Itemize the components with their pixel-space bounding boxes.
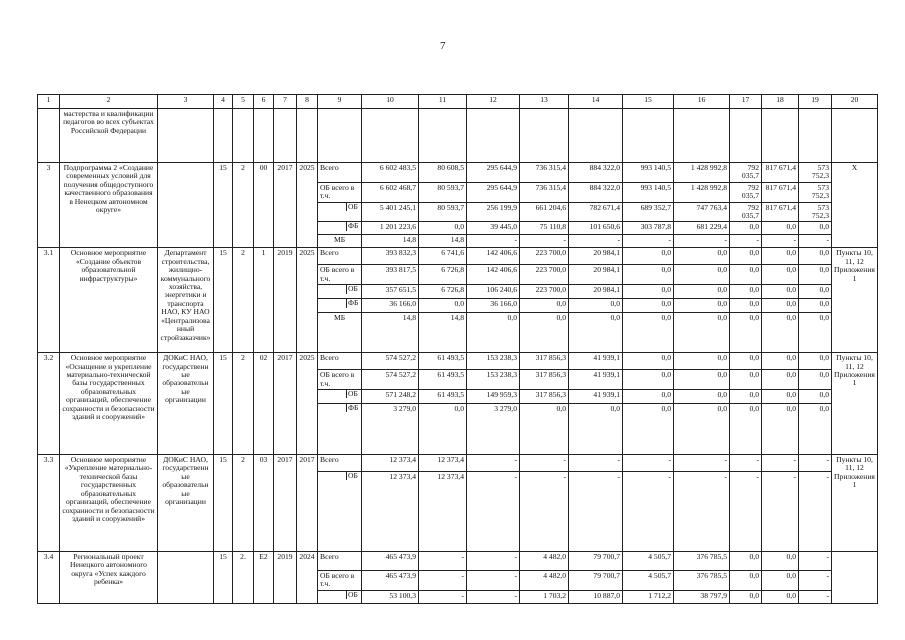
- cell-value: -: [674, 472, 730, 552]
- cell-value: 792 035,7: [730, 182, 762, 202]
- header-cell: 1: [38, 95, 60, 109]
- cell-value: 0,0: [762, 248, 799, 265]
- cell-value: 14,8: [419, 313, 467, 353]
- header-cell: 7: [274, 95, 297, 109]
- cell-value: 736 315,4: [520, 182, 569, 202]
- cell-value: 223 700,0: [520, 285, 569, 299]
- cell-value: -: [762, 235, 799, 248]
- budget-table: [37, 94, 878, 604]
- cell-source: Всего: [318, 248, 362, 265]
- cell-value: 393 832,3: [362, 248, 419, 265]
- cell-name: мастерства и квалификации педагогов во всех субъектах Российской Федерации: [60, 109, 158, 163]
- cell-value: 303 787,8: [623, 222, 674, 235]
- cell-value: 0,0: [762, 222, 799, 235]
- header-cell: 4: [214, 95, 233, 109]
- table-row: [38, 109, 878, 163]
- cell-value: 0,0: [730, 571, 762, 591]
- cell-value: -: [799, 571, 832, 591]
- cell-code: 2.: [233, 552, 254, 604]
- cell-value: 573 752,3: [799, 163, 832, 183]
- cell-code: 2017: [274, 455, 297, 552]
- cell-value: 6 602 468,7: [362, 182, 419, 202]
- cell-value: -: [799, 235, 832, 248]
- cell-value: -: [419, 590, 467, 603]
- cell-value: 1 712,2: [623, 590, 674, 603]
- cell-value: 0,0: [730, 299, 762, 313]
- cell-executor: [158, 163, 214, 248]
- cell-name: Основное мероприятие «Оснащение и укрепление материально-технической базы государственных образовательных организаций, обеспечение сохранности и безопасности зданий и сооружений»: [60, 353, 158, 455]
- cell-value: 0,0: [730, 285, 762, 299]
- cell-code: 15: [214, 248, 233, 353]
- cell-value: 5 401 245,1: [362, 202, 419, 222]
- cell-value: 0,0: [799, 313, 832, 353]
- cell-value: 295 644,9: [467, 182, 520, 202]
- cell-value: 12 373,4: [362, 472, 419, 552]
- cell-code: 00: [254, 163, 274, 248]
- cell-value: 79 700,7: [569, 571, 623, 591]
- cell-value: 993 140,5: [623, 163, 674, 183]
- cell-value: 0,0: [520, 404, 569, 455]
- cell-value: 39 445,0: [467, 222, 520, 235]
- cell-value: 61 493,5: [419, 370, 467, 390]
- cell-value: 792 035,7: [730, 202, 762, 222]
- header-cell: 16: [674, 95, 730, 109]
- cell-value: -: [467, 472, 520, 552]
- cell-source: ОБ: [318, 590, 362, 603]
- cell-code: 15: [214, 353, 233, 455]
- cell-value: 376 785,5: [674, 552, 730, 571]
- cell-value: 0,0: [799, 222, 832, 235]
- cell-source: Всего: [318, 353, 362, 370]
- cell-source: ОБ: [318, 202, 362, 222]
- cell-value: 75 110,8: [520, 222, 569, 235]
- cell-source: ОБ: [318, 472, 362, 552]
- cell-value: 0,0: [799, 353, 832, 370]
- cell-value: -: [730, 472, 762, 552]
- header-cell: 14: [569, 95, 623, 109]
- cell-number: 3: [38, 163, 60, 248]
- cell-value: 12 373,4: [419, 455, 467, 472]
- cell-value: 4 482,0: [520, 552, 569, 571]
- cell-source: ОБ всего в т.ч.: [318, 571, 362, 591]
- cell-value: -: [623, 472, 674, 552]
- cell-value: 0,0: [799, 265, 832, 285]
- cell-value: -: [623, 235, 674, 248]
- cell-value: 0,0: [730, 552, 762, 571]
- cell-value: 0,0: [623, 370, 674, 390]
- cell-value: 256 199,9: [467, 202, 520, 222]
- table-row: [38, 353, 878, 370]
- header-cell: 3: [158, 95, 214, 109]
- cell-value: 1 428 992,8: [674, 163, 730, 183]
- cell-code: 2: [233, 353, 254, 455]
- header-cell: 19: [799, 95, 832, 109]
- header-cell: 20: [832, 95, 878, 109]
- cell-code: 1: [254, 248, 274, 353]
- cell-value: 0,0: [623, 299, 674, 313]
- cell-value: -: [520, 455, 569, 472]
- cell-value: 80 593,7: [419, 182, 467, 202]
- cell-value: 0,0: [623, 313, 674, 353]
- cell-name: Подпрограмма 2 «Создание современных условий для получения общедоступного качественного образования в Ненецком автономном округе»: [60, 163, 158, 248]
- header-cell: 9: [318, 95, 362, 109]
- cell-value: 6 602 483,5: [362, 163, 419, 183]
- cell-value: -: [623, 455, 674, 472]
- cell-value: 817 671,4: [762, 163, 799, 183]
- cell-value: 0,0: [730, 353, 762, 370]
- cell-value: 0,0: [762, 390, 799, 404]
- cell-value: 0,0: [674, 285, 730, 299]
- cell-value: 0,0: [730, 222, 762, 235]
- cell-value: 782 671,4: [569, 202, 623, 222]
- cell-value: 0,0: [730, 370, 762, 390]
- cell-code: E2: [254, 552, 274, 604]
- cell-value: 317 856,3: [520, 390, 569, 404]
- cell-value: 573 752,3: [799, 202, 832, 222]
- cell-code: 2019: [274, 552, 297, 604]
- cell-value: 0,0: [419, 222, 467, 235]
- cell-value: 223 700,0: [520, 248, 569, 265]
- cell-value: 142 406,6: [467, 248, 520, 265]
- cell-value: 0,0: [569, 299, 623, 313]
- cell-value: 0,0: [674, 404, 730, 455]
- cell-value: 106 240,6: [467, 285, 520, 299]
- cell-value: -: [467, 571, 520, 591]
- cell-value: 0,0: [623, 404, 674, 455]
- cell-value: 0,0: [569, 404, 623, 455]
- cell-value: 993 140,5: [623, 182, 674, 202]
- cell-executor: ДОКиС НАО, государственные образовательные организации: [158, 353, 214, 455]
- cell-value: 574 527,2: [362, 353, 419, 370]
- header-cell: 2: [60, 95, 158, 109]
- cell-value: 53 100,3: [362, 590, 419, 603]
- cell-value: 0,0: [467, 313, 520, 353]
- cell-value: 61 493,5: [419, 390, 467, 404]
- cell-value: 0,0: [730, 590, 762, 603]
- cell-value: 0,0: [623, 248, 674, 265]
- cell-value: 0,0: [762, 299, 799, 313]
- cell-value: 4 505,7: [623, 552, 674, 571]
- cell-value: 573 752,3: [799, 182, 832, 202]
- cell-source: Всего: [318, 455, 362, 472]
- cell-reference: Пункты 10, 11, 12 Приложения 1: [832, 353, 878, 455]
- cell-number: 3.4: [38, 552, 60, 604]
- cell-value: 0,0: [799, 285, 832, 299]
- cell-value: 20 984,1: [569, 265, 623, 285]
- cell-value: 661 204,6: [520, 202, 569, 222]
- cell-value: 36 166,0: [467, 299, 520, 313]
- cell-value: 0,0: [623, 390, 674, 404]
- cell-value: -: [762, 455, 799, 472]
- cell-value: 884 322,0: [569, 182, 623, 202]
- cell-value: 681 229,4: [674, 222, 730, 235]
- cell-reference: X: [832, 163, 878, 248]
- cell-value: 0,0: [762, 353, 799, 370]
- cell-value: 0,0: [762, 571, 799, 591]
- cell-value: 393 817,5: [362, 265, 419, 285]
- cell-value: 0,0: [674, 313, 730, 353]
- cell-value: 41 939,1: [569, 370, 623, 390]
- cell-value: 0,0: [730, 390, 762, 404]
- cell-value: 6 726,8: [419, 265, 467, 285]
- cell-source: Всего: [318, 552, 362, 571]
- cell-value: 465 473,9: [362, 571, 419, 591]
- cell-value: 38 797,9: [674, 590, 730, 603]
- cell-code: 2024: [297, 552, 318, 604]
- cell-value: 0,0: [730, 265, 762, 285]
- cell-code: 2025: [297, 163, 318, 248]
- cell-value: 574 527,2: [362, 370, 419, 390]
- header-cell: 17: [730, 95, 762, 109]
- cell-value: 10 887,0: [569, 590, 623, 603]
- cell-value: 0,0: [520, 299, 569, 313]
- cell-value: 0,0: [730, 404, 762, 455]
- cell-value: 223 700,0: [520, 265, 569, 285]
- cell-code: 15: [214, 552, 233, 604]
- cell-source: ОБ всего в т.ч.: [318, 182, 362, 202]
- header-cell: 15: [623, 95, 674, 109]
- cell-number: 3.1: [38, 248, 60, 353]
- cell-value: 12 373,4: [419, 472, 467, 552]
- cell-value: 61 493,5: [419, 353, 467, 370]
- cell-executor: ДОКиС НАО, государственные образовательные организации: [158, 455, 214, 552]
- cell-code: 2017: [274, 163, 297, 248]
- cell-value: 884 322,0: [569, 163, 623, 183]
- cell-value: 792 035,7: [730, 163, 762, 183]
- cell-name: Основное мероприятие «Создание объектов образовательной инфраструктуры»: [60, 248, 158, 353]
- cell-value: -: [674, 235, 730, 248]
- cell-value: 0,0: [730, 313, 762, 353]
- cell-value: -: [419, 552, 467, 571]
- header-cell: 12: [467, 95, 520, 109]
- cell-value: 0,0: [520, 313, 569, 353]
- cell-value: 0,0: [730, 248, 762, 265]
- cell-value: 0,0: [799, 248, 832, 265]
- cell-value: 0,0: [762, 285, 799, 299]
- cell-reference: Пункты 10, 11, 12 Приложения 1: [832, 248, 878, 353]
- cell-value: 0,0: [674, 370, 730, 390]
- cell-value: -: [799, 472, 832, 552]
- cell-name: Региональный проект Ненецкого автономного округа «Успех каждого ребенка»: [60, 552, 158, 604]
- cell-source: ФБ: [318, 404, 362, 455]
- cell-code: 2: [233, 163, 254, 248]
- cell-source: ОБ: [318, 390, 362, 404]
- cell-code: 15: [214, 163, 233, 248]
- cell-value: -: [799, 590, 832, 603]
- header-cell: 10: [362, 95, 419, 109]
- cell-value: 0,0: [762, 590, 799, 603]
- cell-executor: Департамент строительства, жилищно-коммунального хозяйства, энергетики и транспорта НАО, КУ НАО «Централизованный стройзаказчик»: [158, 248, 214, 353]
- cell-value: 357 651,5: [362, 285, 419, 299]
- header-row: [38, 95, 878, 109]
- table-row: [38, 455, 878, 472]
- cell-value: -: [467, 455, 520, 472]
- cell-value: -: [762, 472, 799, 552]
- cell-code: 2017: [297, 455, 318, 552]
- cell-source: ФБ: [318, 222, 362, 235]
- cell-value: 0,0: [762, 370, 799, 390]
- cell-source: Всего: [318, 163, 362, 183]
- cell-value: 0,0: [674, 390, 730, 404]
- cell-value: -: [569, 455, 623, 472]
- cell-value: 14,8: [362, 313, 419, 353]
- cell-value: 376 785,5: [674, 571, 730, 591]
- cell-value: 149 959,3: [467, 390, 520, 404]
- cell-source: МБ: [318, 313, 362, 353]
- cell-source: МБ: [318, 235, 362, 248]
- cell-value: 20 984,1: [569, 248, 623, 265]
- cell-value: 747 763,4: [674, 202, 730, 222]
- cell-value: 80 593,7: [419, 202, 467, 222]
- cell-value: 317 856,3: [520, 353, 569, 370]
- cell-value: -: [419, 571, 467, 591]
- cell-name: Основное мероприятие «Укрепление материально-технической базы государственных образовательных организаций, обеспечение сохранности и безопасности зданий и сооружений»: [60, 455, 158, 552]
- cell-value: 817 671,4: [762, 182, 799, 202]
- cell-value: 142 406,6: [467, 265, 520, 285]
- cell-value: 0,0: [419, 404, 467, 455]
- cell-code: 15: [214, 455, 233, 552]
- cell-value: -: [730, 235, 762, 248]
- cell-value: -: [799, 455, 832, 472]
- cell-value: -: [467, 552, 520, 571]
- cell-reference: [832, 552, 878, 604]
- cell-executor: [158, 552, 214, 604]
- cell-value: -: [730, 455, 762, 472]
- table-row: [38, 248, 878, 265]
- cell-value: 4 505,7: [623, 571, 674, 591]
- cell-value: 79 700,7: [569, 552, 623, 571]
- cell-value: 4 482,0: [520, 571, 569, 591]
- cell-value: -: [520, 235, 569, 248]
- cell-value: 0,0: [623, 265, 674, 285]
- cell-source: ОБ всего в т.ч.: [318, 370, 362, 390]
- cell-value: 1 201 223,6: [362, 222, 419, 235]
- cell-value: 295 644,9: [467, 163, 520, 183]
- cell-value: 36 166,0: [362, 299, 419, 313]
- cell-reference: Пункты 10, 11, 12 Приложения 1: [832, 455, 878, 552]
- cell-value: 571 248,2: [362, 390, 419, 404]
- cell-value: 12 373,4: [362, 455, 419, 472]
- header-cell: 11: [419, 95, 467, 109]
- cell-code: 2: [233, 248, 254, 353]
- cell-source: ФБ: [318, 299, 362, 313]
- cell-value: 736 315,4: [520, 163, 569, 183]
- cell-value: -: [674, 455, 730, 472]
- cell-value: 41 939,1: [569, 353, 623, 370]
- cell-value: 153 238,3: [467, 353, 520, 370]
- cell-value: -: [520, 472, 569, 552]
- cell-value: 14,8: [419, 235, 467, 248]
- cell-number: 3.2: [38, 353, 60, 455]
- page-number: 7: [440, 40, 446, 52]
- cell-code: 2025: [297, 353, 318, 455]
- cell-number: 3.3: [38, 455, 60, 552]
- cell-value: 1 703,2: [520, 590, 569, 603]
- cell-source: ОБ: [318, 285, 362, 299]
- cell-value: 0,0: [762, 265, 799, 285]
- cell-value: 3 279,0: [467, 404, 520, 455]
- cell-code: 2019: [274, 248, 297, 353]
- cell-value: 20 984,1: [569, 285, 623, 299]
- cell-value: 14,8: [362, 235, 419, 248]
- cell-value: 465 473,9: [362, 552, 419, 571]
- cell-value: 689 352,7: [623, 202, 674, 222]
- cell-value: 0,0: [674, 299, 730, 313]
- cell-value: 0,0: [623, 285, 674, 299]
- cell-value: 1 428 992,8: [674, 182, 730, 202]
- cell-code: 2025: [297, 248, 318, 353]
- cell-value: 0,0: [623, 353, 674, 370]
- header-cell: 13: [520, 95, 569, 109]
- cell-value: 0,0: [762, 404, 799, 455]
- header-cell: 8: [297, 95, 318, 109]
- cell-value: -: [569, 235, 623, 248]
- cell-code: 2: [233, 455, 254, 552]
- cell-value: 0,0: [419, 299, 467, 313]
- cell-value: 0,0: [799, 390, 832, 404]
- cell-value: 41 939,1: [569, 390, 623, 404]
- cell-code: 03: [254, 455, 274, 552]
- cell-value: 0,0: [674, 265, 730, 285]
- cell-value: 317 856,3: [520, 370, 569, 390]
- cell-value: 6 726,8: [419, 285, 467, 299]
- cell-value: 0,0: [674, 248, 730, 265]
- cell-value: -: [467, 590, 520, 603]
- cell-value: 0,0: [799, 370, 832, 390]
- header-cell: 18: [762, 95, 799, 109]
- cell-value: 153 238,3: [467, 370, 520, 390]
- cell-value: 3 279,0: [362, 404, 419, 455]
- table-row: [38, 163, 878, 183]
- cell-source: ОБ всего в т.ч.: [318, 265, 362, 285]
- cell-code: 2017: [274, 353, 297, 455]
- cell-value: 0,0: [674, 353, 730, 370]
- cell-value: 101 650,6: [569, 222, 623, 235]
- cell-code: 02: [254, 353, 274, 455]
- cell-value: 0,0: [762, 313, 799, 353]
- cell-value: 80 608,5: [419, 163, 467, 183]
- table-row: [38, 552, 878, 571]
- cell-value: 6 741,6: [419, 248, 467, 265]
- header-cell: 6: [254, 95, 274, 109]
- cell-value: 0,0: [762, 552, 799, 571]
- cell-value: -: [799, 552, 832, 571]
- cell-value: 0,0: [799, 299, 832, 313]
- cell-value: 0,0: [799, 404, 832, 455]
- header-cell: 5: [233, 95, 254, 109]
- cell-value: -: [467, 235, 520, 248]
- cell-value: 0,0: [569, 313, 623, 353]
- cell-value: -: [569, 472, 623, 552]
- cell-value: 817 671,4: [762, 202, 799, 222]
